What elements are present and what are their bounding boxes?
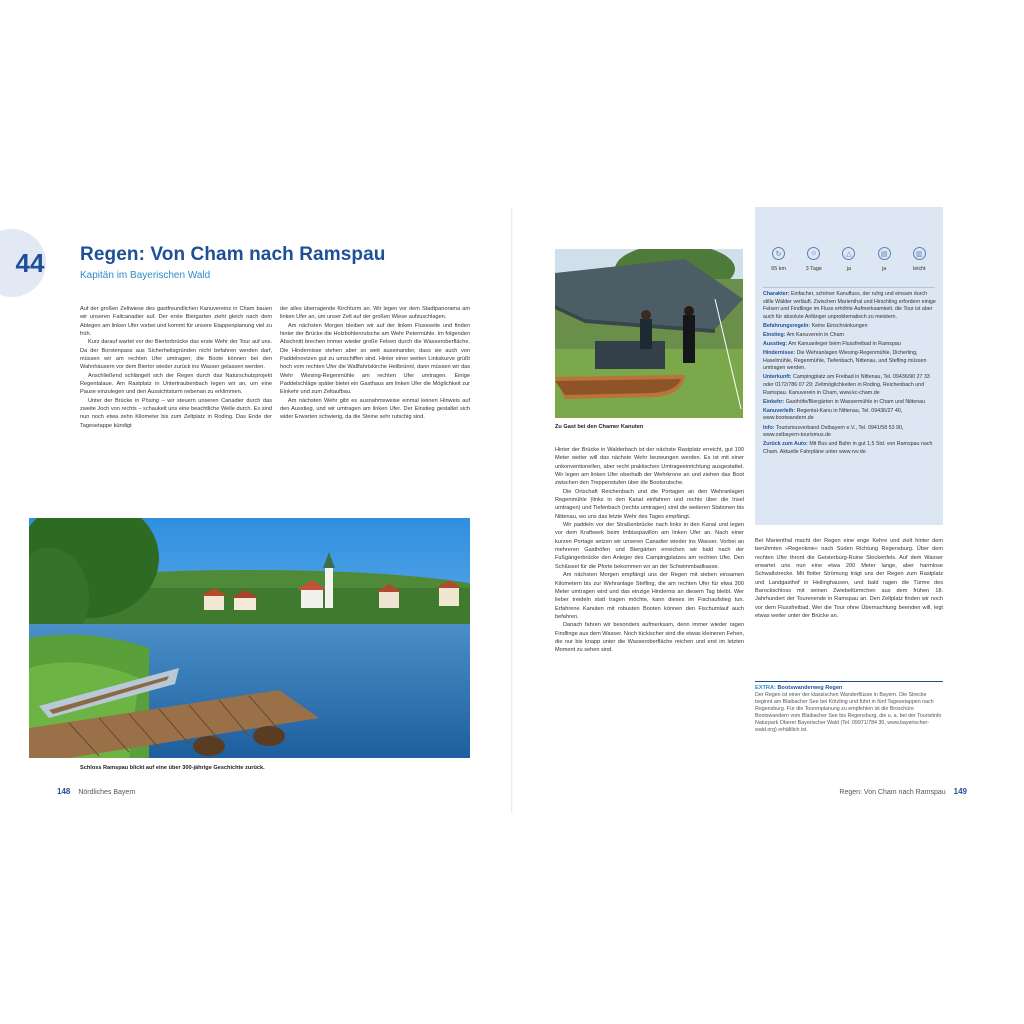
tour-facts-icons [755,247,943,283]
right-column-2: Bei Marienthal macht der Regen eine enge Kehre und zielt hinter dem berühmten »Regenknie« nach Süden Richtung Regensburg. Über dem rechten Ufer thront die Geisterburg-Ruine Stockenfels. Auf dem Wasser erwartet uns nun eine etwa 200 Meter lange, aber harmlose Schwallstrecke. Mit flotter Strömung trägt uns der Regen zum Rastplatz und Landgasthof in Heilinghausen, und bald ragen die Türme des Barockschloss mit seinen Zwiebeltürmchen aus dem frühen 18. Jahrhundert der Tourenende in Ramspau an. Den Zeltplatz finden wir noch vor dem Flussfreibad. Wer die Tour ohne Übernachtung beenden will, legt etwas weiter unter der Brücke an. [755,538,943,620]
right-page-number: 149 [953,787,967,796]
fact-days: ☺ 3 Tage [799,247,829,283]
difficulty-icon: ▥ [913,247,926,260]
info-obstacles: Hindernisse: Die Wehranlagen Wiesing-Regenmühle, Dicherling, Haselmühle, Regenmühle, Tiefenbach, Nittenau, und Stefling müssen umtragen werden. [763,350,927,372]
left-page-number: 148 [57,787,71,796]
extra-text: Der Regen ist einer der klassischen Wanderflüsse in Bayern. Die Strecke beginnt am Blaibacher See bei Kötzting und führt in fünf Tagesetappen nach Regensburg. Für die Tourenplanung zu empfehlen ist die Broschüre Bootswandern vom Blaibacher See bis Regensburg, die u. a. bei der Touristinfo Naturpark Oberer Bayerischer Wald (Tel. 09971/784 30, www.bayerischer-wald.org) erhältlich ist. [755,692,942,734]
left-folio [57,787,136,796]
info-character: Charakter: Einfacher, schöner Kanufluss, der ruhig und einsam durch stille Wälder verläuft. Zwischen Marienthal und Hirschling erfordern einige Felsen und Findlinge im Fluss erhöhte Aufmerksamkeit, die Tour ist aber auch für absolute Anfänger unproblematisch zu meistern. [763,291,936,320]
info-lodging: Unterkunft: Campingplatz am Freibad in Nittenau, Tel. 09436/90 27 33 oder 0172/786 07 29; Zeltmöglichkeiten in Roding, Reichenbach und Ramspau. Kanuverein in Cham, www.kc-cham.de [763,374,930,396]
camp-tarp-illustration [555,249,743,418]
chapter-title: Regen: Von Cham nach Ramspau [80,244,386,265]
right-section-name: Regen: Von Cham nach Ramspau [839,789,946,796]
photo-chamer-kanuten [555,249,743,418]
info-rules: Befahrungsregeln: Keine Einschränkungen [763,322,868,329]
info-food: Einkehr: Gasthöfe/Biergärten in Wassermühle in Cham und Nittenau [763,398,926,405]
days-icon: ☺ [807,247,820,260]
right-column-1: Hinter der Brücke in Walderbach ist der nächste Rastplatz erreicht, gut 100 Meter weiter will das nächste Wehr bezwungen werden. Es ist mit einer unkonventionellen, aber recht praktischen Umtrageeinrichtung ausgestattet. Wir legen am linken Ufer oberhalb der Wehrkrone an und ziehen das Boot zwischen den Treppenstufen über die Bootsrutsche. Die Ortschaft Reichenbach und die Portagen an den Wehranlagen Regenmühle (links in den Kanal einfahren und rechts über die Insel umtragen) und Tiefenbach (rechts umtragen) sind die weiteren Stationen bis Nittenau, wo uns das letzte Wehr des Tages empfängt. Wir paddeln vor der Straßenbrücke nach links in den Kanal und legen vor dem Kraftwerk beim Imbisspavillon am linken Ufer an. Nach einer kurzen Portage setzen wir unseren Canadier wieder ins Wasser. Vorbei an mehreren Gasthöfen und Biergärten erreichen wir bald nach der Fußgängerbrücke den Anleger des Campingplatzes am rechten Ufer. Den Schlüssel für die Pforte bekommen wir an der Schwimmbadkasse. Am nächsten Morgen empfängt uns der Regen mit sieben einsamen Kilometern bis zur Wehranlage Stefling, die am rechten Ufer für etwa 300 Meter umtragen wird und das einzige Hindernis an diesem Tag bleibt. Wer lieber treideln statt tragen möchte, kann dieses im Fischaufstieg tun. Erfahrene Kanuten mit robusten Booten können den Fischumlauf auch befahren. Danach fahren wir besonders aufmerksam, denn immer wieder ragen Findlinge aus dem Wasser. Noch tückischer sind die etwas kleineren Fehen, die nur bis knapp unter die Wasseroberfläche reichen und erst im letzten Moment zu sehen sind. [555,447,744,654]
fact-camping: △ ja [834,247,864,283]
fact-portage: ▤ ja [869,247,899,283]
info-contact: Info: Tourismusverband Ostbayern e.V., Tel. 0941/58 53 90, www.ostbayern-tourismus.de [763,424,904,439]
info-divider [763,287,935,288]
chapter-number-badge: 44 [0,229,46,297]
info-exit: Ausstieg: Am Kanuanleger beim Flussfreibad in Ramspau [763,341,901,348]
distance-icon: ↻ [772,247,785,260]
portage-icon: ▤ [878,247,891,260]
book-gutter [511,207,513,812]
fact-difficulty: ▥ leicht [904,247,934,283]
camping-icon: △ [842,247,855,260]
right-folio [839,787,967,796]
info-start: Einstieg: Am Kanuverein in Cham [763,331,844,338]
lake-landscape-illustration [29,518,470,758]
extra-heading: EXTRA: Bootswanderweg Regen [755,685,843,691]
extra-box [755,681,943,735]
left-column-2: der alles überragende Kirchturm an. Wir legen vor dem Stadtpanorama am linken Ufer an, um unser Zelt auf der großen Wiese aufzuschlagen. Am nächsten Morgen bleiben wir auf der linken Flussseite und finden hinter der Brücke die Holzbohlenrutsche am Wehr Petermühle. Im folgenden Abschnitt brechen immer wieder große Felsen durch die Wasseroberfläche. Die Hindernisse stehen aber so weit auseinander, dass sie auch von Paddelnovizen gut zu umschiffen sind. Hinter einer weiten Linkskurve grüßt hoch vom rechten Ufer die Wallfahrtskirche Heilbrünnl, dann müssen wir das Wehr Wiesing-Regenmühle am rechten Ufer umtragen. Einige Paddelschläge später bietet ein Gasthaus am linken Ufer die Möglichkeit zur Einkehr und zum Zeltaufbau. Am nächsten Wehr gibt es ausnahmsweise einmal keinen Hinweis auf den Ausstieg, und wir umtragen am linken Ufer. Der Einstieg gestaltet sich wider Erwarten schwierig, da die Steine sehr rutschig sind. [280,306,470,421]
extra-rule [755,681,943,682]
info-return: Zurück zum Auto: Mit Bus und Bahn in gut 1,5 Std. von Ramspau nach Cham. Aktuelle Fahrpläne unter www.rvv.de [763,441,933,455]
left-photo-caption: Schloss Ramspau blickt auf eine über 300-jährige Geschichte zurück. [80,765,265,771]
left-section-name: Nördliches Bayern [78,789,136,796]
left-column-1: Auf der großen Zeltwiese des gastfreundlichen Kanuvereins in Cham bauen wir unseren Faltcanadier auf. Der erste Biergarten zieht gleich nach dem Ablegen am linken Ufer vorbei und kommt für unsere Etappenplanung viel zu früh. Kurz darauf wartet vor der Biertorbrücke das erste Wehr der Tour auf uns. Da der Borstenpass aus Sicherheitsgründen nicht befahren werden darf, müssen wir am rechten Ufer umtragen; die Boote können bei den Wahnhäusern vor dem Biertor wieder zurück ins Wasser gelassen werden. Anschließend schlängelt sich der Regen durch das Naturschutzprojekt Regentalaue. Am Rastplatz in Untertraubenbach legen wir an, um eine Pause einzulegen und den Aussichtsturm nebenan zu erklimmen. Unter der Brücke in Pösing – wir steuern unseren Canadier durch das zweite Joch von rechts – schaukelt uns eine beachtliche Welle durch. Es sind nun noch etwa zehn Kilometer bis zum Zeltplatz in Roding. Das Ende der Tagesetappe kündigt [80,306,272,429]
chapter-subtitle: Kapitän im Bayerischen Wald [80,270,211,281]
fact-distance: ↻ 65 km [764,247,794,283]
photo-schloss-ramspau [29,518,470,758]
right-photo-caption: Zu Gast bei den Chamer Kanuten [555,424,644,430]
tour-info-entries [763,291,939,458]
info-rental: Kanuverleih: Regental-Kanu in Nittenau, Tel. 09436/27 40, www.bootwandern.de [763,407,903,422]
tour-info-box [755,207,943,525]
